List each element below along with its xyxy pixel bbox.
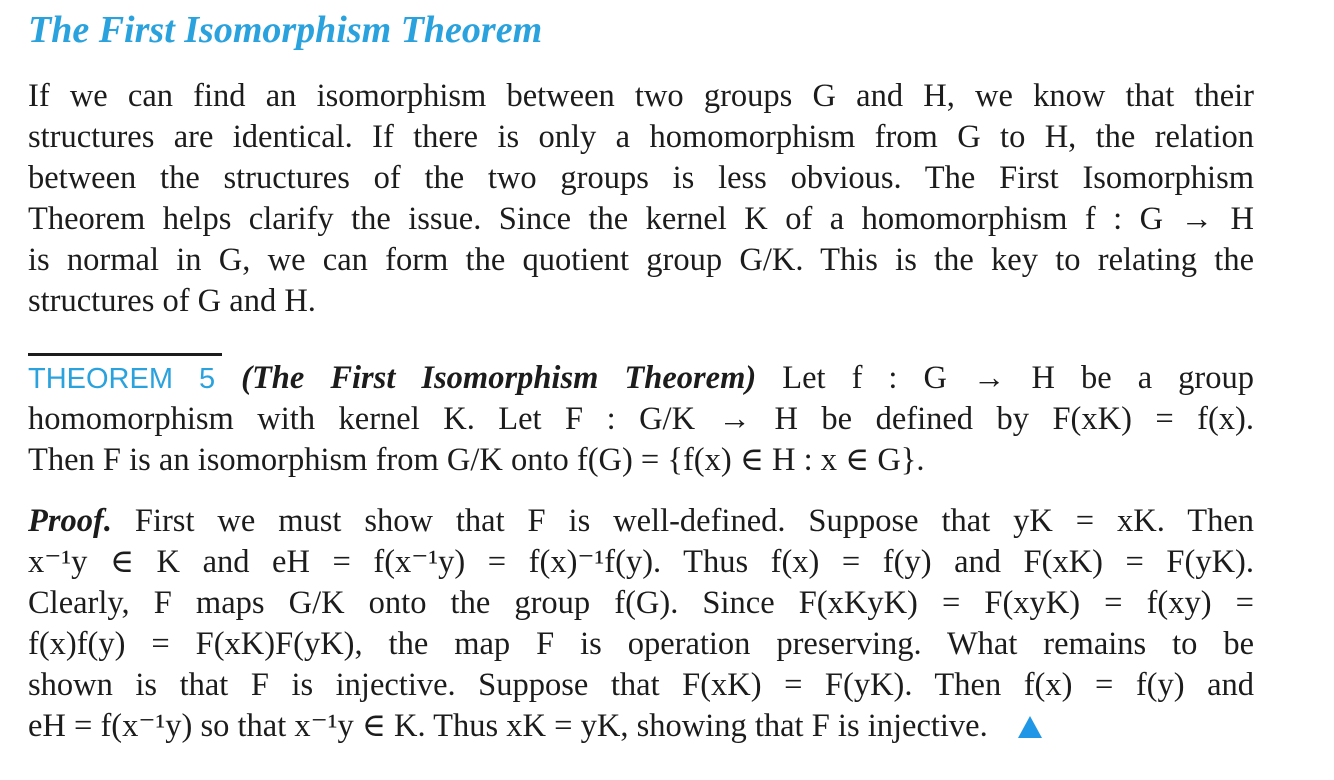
- theorem-line: Then F is an isomorphism from G/K onto f(G) = {f(x) ∈ H : x ∈ G}.: [28, 442, 925, 478]
- proof-block: [28, 501, 1254, 747]
- proof-line: [28, 501, 1254, 542]
- theorem-label: THEOREM 5: [28, 363, 216, 395]
- proof-last-text: eH = f(x⁻¹y) so that x⁻¹y ∈ K. Thus xK = yK, showing that F is injective.: [28, 708, 988, 744]
- intro-line: structures are identical. If there is only a homomorphism from G to H, the relation: [28, 119, 1254, 155]
- theorem-name: (The First Isomorphism Theorem): [241, 360, 757, 396]
- intro-line: is normal in G, we can form the quotient group G/K. This is the key to relating the: [28, 242, 1254, 278]
- theorem-statement-start: Let f : G → H be a group: [782, 360, 1254, 396]
- proof-line: shown is that F is injective. Suppose that F(xK) = F(yK). Then f(x) = f(y) and: [28, 667, 1254, 703]
- proof-start: First we must show that F is well-defined. Suppose that yK = xK. Then: [134, 503, 1254, 539]
- theorem-rule: [28, 353, 222, 356]
- theorem-line: homomorphism with kernel K. Let F : G/K → H be defined by F(xK) = f(x).: [28, 401, 1254, 437]
- proof-label: Proof.: [28, 503, 112, 539]
- theorem-line: [28, 358, 1254, 399]
- proof-line: Clearly, F maps G/K onto the group f(G). Since F(xKyK) = F(xyK) = f(xy) =: [28, 585, 1254, 621]
- proof-line: x⁻¹y ∈ K and eH = f(x⁻¹y) = f(x)⁻¹f(y). Thus f(x) = f(y) and F(xK) = F(yK).: [28, 544, 1254, 580]
- intro-line: between the structures of the two groups is less obvious. The First Isomorphism: [28, 160, 1254, 196]
- proof-line: [28, 706, 1254, 747]
- section-title: The First Isomorphism Theorem: [28, 9, 543, 51]
- intro-line: Theorem helps clarify the issue. Since the kernel K of a homomorphism f : G → H: [28, 201, 1254, 237]
- intro-paragraph: [28, 76, 1254, 322]
- proof-line: f(x)f(y) = F(xK)F(yK), the map F is operation preserving. What remains to be: [28, 626, 1254, 662]
- theorem-block: [28, 358, 1254, 481]
- intro-line: structures of G and H.: [28, 283, 316, 319]
- qed-triangle-icon: [1018, 716, 1042, 738]
- intro-line: If we can find an isomorphism between two groups G and H, we know that their: [28, 78, 1254, 114]
